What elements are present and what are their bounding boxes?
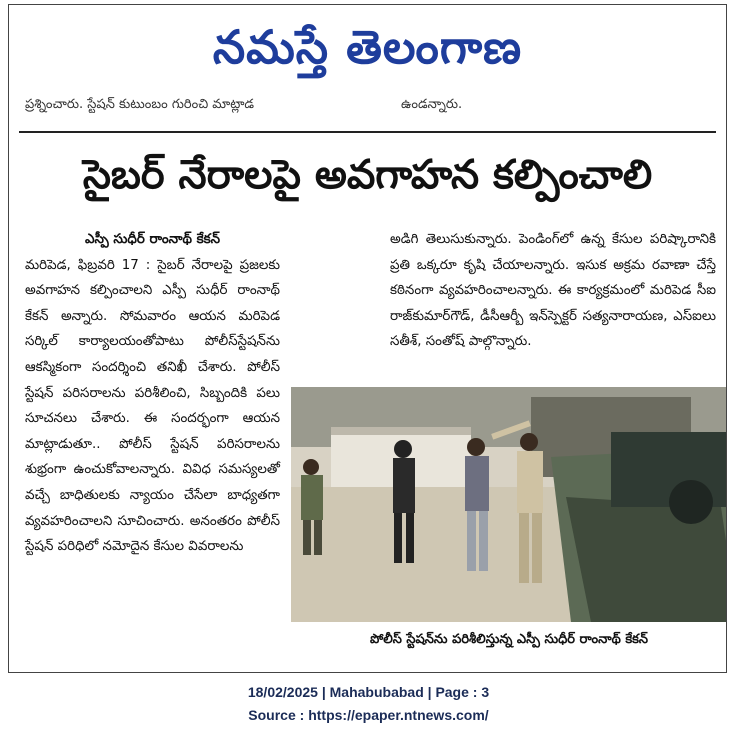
article-column-left — [25, 227, 280, 560]
police-inspection-photo — [291, 387, 727, 622]
footer-meta: 18/02/2025 | Mahabubabad | Page : 3 — [247, 684, 490, 700]
article-photo — [289, 387, 727, 622]
newspaper-masthead: నమస్తే తెలంగాణ — [212, 20, 523, 74]
article-body-right: అడిగి తెలుసుకున్నారు. పెండింగ్‌లో ఉన్న కేసుల పరిష్కారానికి ప్రతి ఒక్కరూ కృషి చేయాలన్నారు. ఇసుక అక్రమ రవాణా చేస్తే కఠినంగా వ్యవహరించాలన్నారు. ఈ కార్యక్రమంలో మరిపెడ సీఐ రాజ్‌కుమార్‌గౌడ్, డీసీఆర్బీ ఇన్‌స్పెక్టర్ సత్యనారాయణ, ఎస్‌ఐలు సతీశ్, సంతోష్ పాల్గొన్నారు. — [390, 232, 716, 350]
article-byline: ఎస్పీ సుధీర్ రాంనాథ్ కేకన్ — [84, 232, 221, 247]
article-column-right — [390, 227, 716, 355]
photo-caption: పోలీస్ స్టేషన్‌ను పరిశీలిస్తున్న ఎస్పీ సుధీర్ రాంనాథ్ కేకన్ — [369, 632, 649, 647]
divider-top — [19, 131, 716, 133]
clipping-frame — [8, 4, 727, 673]
footer-source: Source : https://epaper.ntnews.com/ — [248, 707, 489, 723]
article-body-left: మరిపెడ, ఫిబ్రవరి 17 : సైబర్ నేరాలపై ప్రజలకు అవగాహన కల్పించాలని ఎస్పీ సుధీర్ రాంనాథ్ కేకన్ అన్నారు. సోమవారం ఆయన మరిపెడ సర్కిల్ కార్యాలయంతోపాటు పోలీస్‌స్టేషన్‌ను ఆకస్మికంగా సందర్శించి తనిఖీ చేశారు. పోలీస్ స్టేషన్ పరిసరాలను పరిశీలించి, సిబ్బందికి పలు సూచనలు చేశారు. ఈ సందర్భంగా ఆయన మాట్లాడుతూ.. పోలీస్ స్టేషన్ పరిసరాలను శుభ్రంగా ఉంచుకోవాలన్నారు. వివిధ సమస్యలతో వచ్చే బాధితులకు న్యాయం చేసేలా బాధ్యతగా వ్యవహరించాలని సూచించారు. అనంతరం పోలీస్ స్టేషన్ పరిధిలో నమోదైన కేసుల వివరాలను — [25, 257, 280, 555]
article-headline: సైబర్ నేరాలపై అవగాహన కల్పించాలి — [82, 152, 653, 198]
previous-article-fragment-left: ప్రశ్నించారు. స్టేషన్ కుటుంబం గురించి మాట్లాడ — [25, 97, 255, 112]
previous-article-fragment-right: ఉండన్నారు. — [401, 97, 463, 112]
